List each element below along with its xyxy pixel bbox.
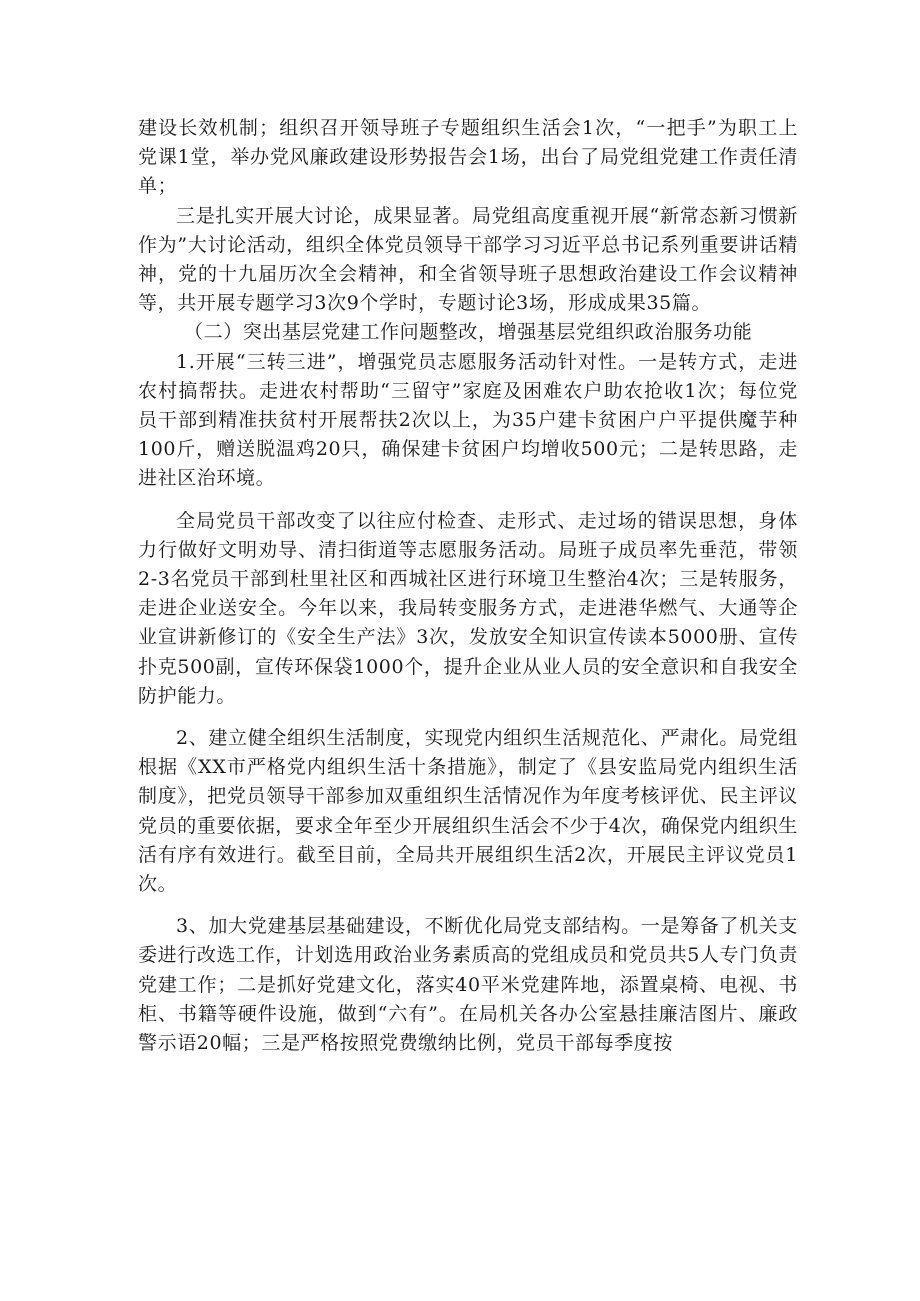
paragraph-item-3: 3、加大党建基层基础建设，不断优化局党支部结构。一是筹备了机关支委进行改选工作，计划选用政治业务素质高的党组成员和党员共5人专门负责党建工作；二是抓好党建文化，落实40平米党建阵地，添置桌椅、电视、书柜、书籍等硬件设施，做到“六有”。在局机关各办公室悬挂廉洁图片、廉政警示语20幅；三是严格按照党费缴纳比例，党员干部每季度按 [138,915,798,1055]
section-heading: （二）突出基层党建工作问题整改，增强基层党组织政治服务功能 [184,321,753,344]
paragraph-item-2: 2、建立健全组织生活制度，实现党内组织生活规范化、严肃化。局党组根据《XX市严格党内组织生活十条措施》，制定了《县安监局党内组织生活制度》，把党员领导干部参加双重组织生活情况作为年度考核评优、民主评议党员的重要依据，要求全年至少开展组织生活会不少于4次，确保党内组织生活有序有效进行。截至目前，全局共开展组织生活2次，开展民主评议党员1次。 [138,727,798,896]
paragraph-item-1: 1.开展“三转三进”，增强党员志愿服务活动针对性。一是转方式，走进农村搞帮扶。走进农村帮助“三留守”家庭及困难农户助农抢收1次；每位党员干部到精准扶贫村开展帮扶2次以上，为35户建卡贫困户户平提供魔芋种100斤，赠送脱温鸡20只，确保建卡贫困户均增收500元；二是转思路，走进社区治环境。 [138,350,798,490]
paragraph-volunteer-service: 全局党员干部改变了以往应付检查、走形式、走过场的错误思想，身体力行做好文明劝导、清扫街道等志愿服务活动。局班子成员率先垂范，带领2-3名党员干部到杜里社区和西城社区进行环境卫生整治4次；三是转服务，走进企业送安全。今年以来，我局转变服务方式，走进港华燃气、大通等企业宣讲新修订的《安全生产法》3次，发放安全知识宣传读本5000册、宣传扑克500副，宣传环保袋1000个，提升企业从业人员的安全意识和自我安全防护能力。 [138,509,798,707]
paragraph-discussion: 三是扎实开展大讨论，成果显著。局党组高度重视开展“新常态新习惯新作为”大讨论活动，组织全体党员领导干部学习习近平总书记系列重要讲话精神，党的十九届历次全会精神，和全省领导班子思想政治建设工作会议精神等，共开展专题学习3次9个学时，专题讨论3场，形成成果35篇。 [138,204,798,315]
document-body [138,114,798,1058]
paragraph-continuation: 建设长效机制；组织召开领导班子专题组织生活会1次，“一把手”为职工上党课1堂，举办党风廉政建设形势报告会1场，出台了局党组党建工作责任清单； [138,117,798,198]
